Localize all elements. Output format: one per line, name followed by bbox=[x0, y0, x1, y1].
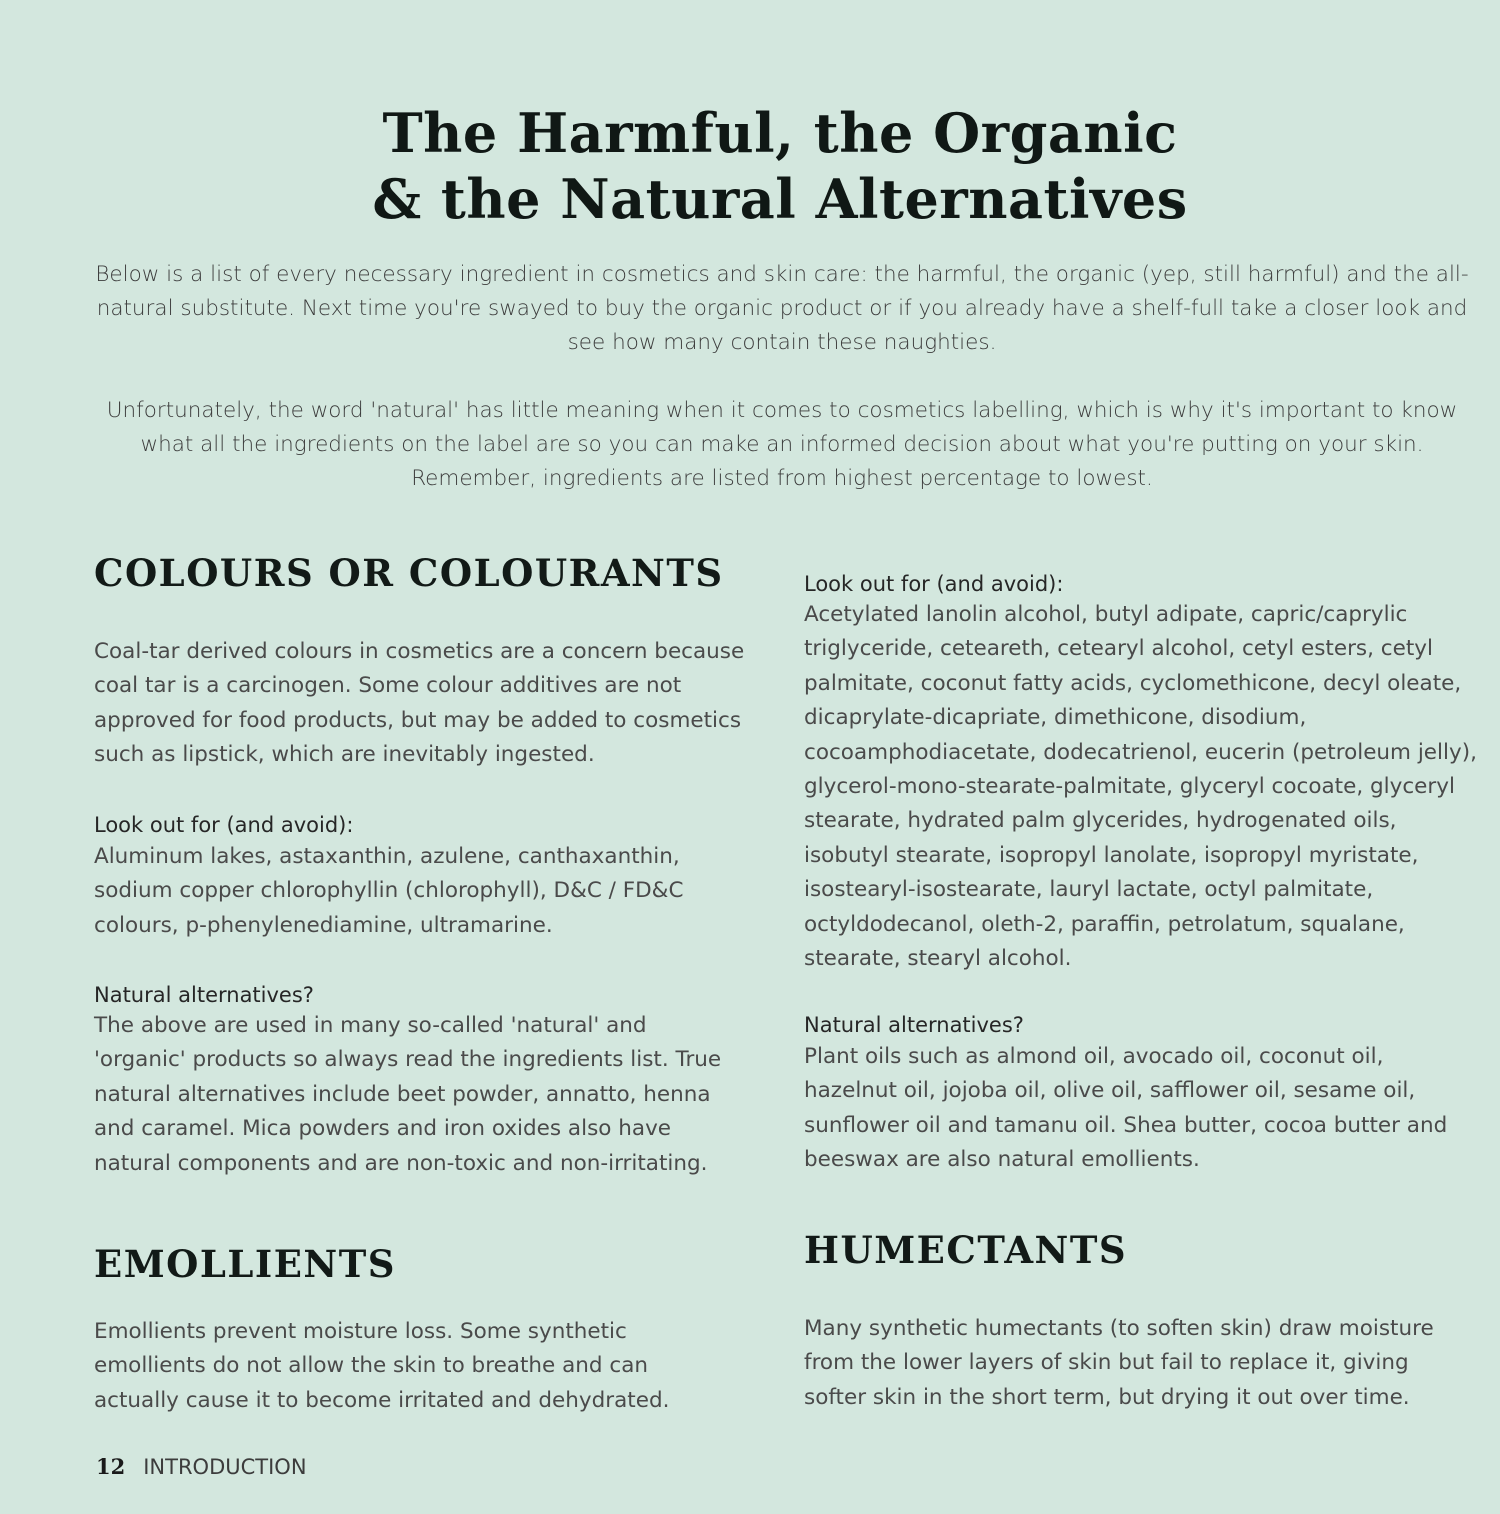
humectants-body: Many synthetic humectants (to soften skin) draw moisture from the lower layers of skin but fail to replace it, giving softer skin in the short term, but drying it out over time. bbox=[804, 1316, 1434, 1410]
emollients-lookout-list: Acetylated lanolin alcohol, butyl adipate, capric/caprylic triglyceride, ceteareth, cetearyl alcohol, cetyl esters, cetyl palmitate, coconut fatty acids, cyclomethicone, decyl oleate, dicaprylate-dicapriate, dimethicone, disodium, cocoamphodiacetate, dodecatrienol, eucerin (petroleum jelly), glycerol-mono-stearate-palmitate, glyceryl cocoate, glyceryl stearate, hydrated palm glycerides, hydrogenated oils, isobutyl stearate, isopropyl lanolate, isopropyl myristate, isostearyl-isostearate, lauryl lactate, octyl palmitate, octyldodecanol, oleth-2, paraffin, petrolatum, squalane, stearate, stearyl alcohol. bbox=[804, 602, 1477, 972]
emollients-heading: EMOLLIENTS bbox=[94, 1242, 397, 1286]
intro-paragraph-2: Unfortunately, the word 'natural' has little meaning when it comes to cosmetics labelling, which is why it's important to know what all the ingredients on the label are so you can make an informed decision about what you're putting on your skin. Remember, ingredients are listed from highest percentage to lowest. bbox=[106, 398, 1458, 491]
colourants-lookout-label: Look out for (and avoid): bbox=[94, 813, 354, 837]
page-title-line-1: The Harmful, the Organic bbox=[382, 101, 1178, 165]
colourants-alternatives-text: The above are used in many so-called 'natural' and 'organic' products so always read the ingredients list. True natural alternatives include beet powder, annatto, henna and caramel. Mica powders and iron oxides also have natural components and are non-toxic and non-irritating. bbox=[94, 1013, 722, 1176]
colourants-body: Coal-tar derived colours in cosmetics are a concern because coal tar is a carcinogen. Some colour additives are not approved for food products, but may be added to cosmetics such as lipstick, which are inevitably ingested. bbox=[94, 639, 745, 768]
colourants-heading: COLOURS OR COLOURANTS bbox=[94, 551, 724, 595]
colourants-lookout-list: Aluminum lakes, astaxanthin, azulene, canthaxanthin, sodium copper chlorophyllin (chlorophyll), D&C / FD&C colours, p-phenylenediamine, ultramarine. bbox=[94, 844, 684, 938]
emollients-body: Emollients prevent moisture loss. Some synthetic emollients do not allow the skin to breathe and can actually cause it to become irritated and dehydrated. bbox=[94, 1319, 670, 1413]
emollients-alternatives-text: Plant oils such as almond oil, avocado oil, coconut oil, hazelnut oil, jojoba oil, olive oil, safflower oil, sesame oil, sunflower oil and tamanu oil. Shea butter, cocoa butter and beeswax are also natural emollients. bbox=[804, 1044, 1448, 1173]
page-title bbox=[0, 100, 1500, 232]
humectants-heading: HUMECTANTS bbox=[804, 1228, 1128, 1272]
emollients-alternatives-label: Natural alternatives? bbox=[804, 1013, 1024, 1037]
page-title-line-2: & the Natural Alternatives bbox=[372, 167, 1188, 231]
colourants-alternatives-label: Natural alternatives? bbox=[94, 983, 314, 1007]
section-name: INTRODUCTION bbox=[143, 1455, 307, 1479]
emollients-lookout-label: Look out for (and avoid): bbox=[804, 572, 1064, 596]
intro-paragraph-1: Below is a list of every necessary ingredient in cosmetics and skin care: the harmful, the organic (yep, still harmful) and the all-natural substitute. Next time you're swayed to buy the organic product or if you already have a shelf-full take a closer look and see how many contain these naughties. bbox=[95, 262, 1469, 355]
page-footer bbox=[96, 1454, 307, 1479]
page-number: 12 bbox=[96, 1454, 126, 1479]
